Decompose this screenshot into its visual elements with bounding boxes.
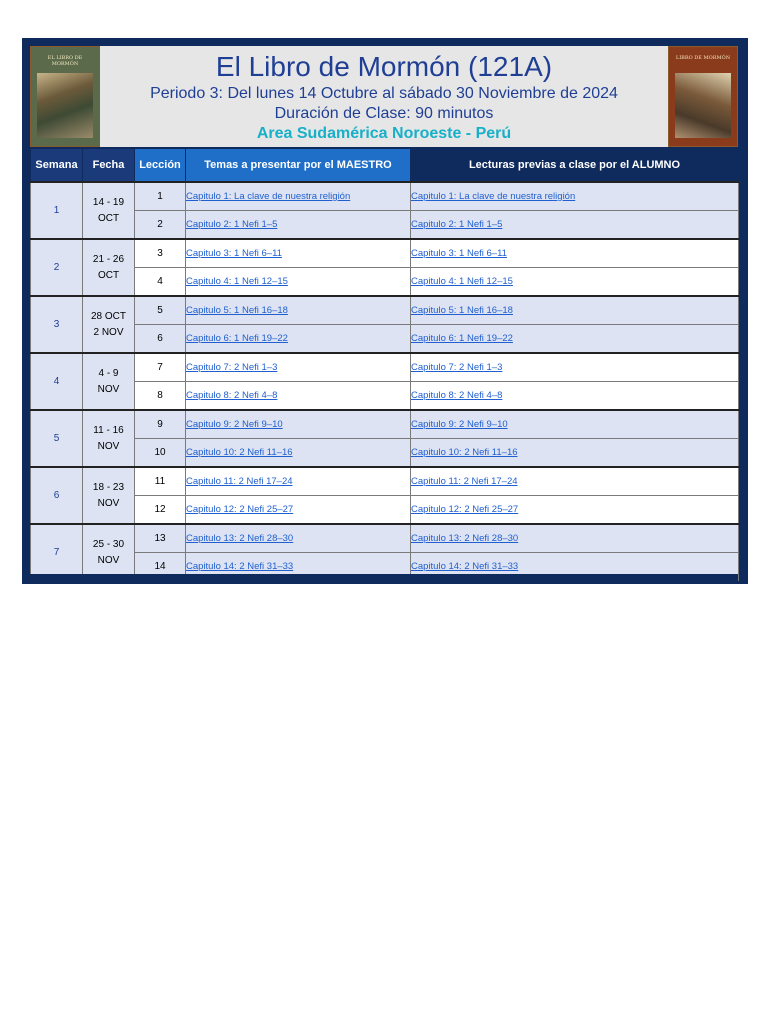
table-row: [31, 496, 739, 525]
week-dates: [83, 296, 135, 353]
student-reading-cell: [411, 182, 739, 211]
lesson-number: 14: [135, 553, 186, 581]
teacher-topic-link[interactable]: Capitulo 2: 1 Nefi 1–5: [186, 219, 278, 230]
week-dates-month: OCT: [97, 212, 120, 224]
week-number: 3: [31, 296, 83, 353]
week-dates-range: 25 - 30: [92, 538, 125, 550]
teacher-topic-link[interactable]: Capitulo 14: 2 Nefi 31–33: [186, 561, 294, 572]
week-dates-range: 21 - 26: [92, 253, 125, 265]
week-number: 1: [31, 182, 83, 239]
teacher-topic-link[interactable]: Capitulo 6: 1 Nefi 19–22: [186, 333, 288, 344]
teacher-topic-cell: [186, 410, 411, 439]
book-cover-right: [668, 46, 738, 147]
week-number: 2: [31, 239, 83, 296]
teacher-topic-cell: [186, 496, 411, 525]
week-dates: [83, 239, 135, 296]
col-header-fecha: Fecha: [83, 149, 135, 183]
page-title: El Libro de Mormón (121A): [215, 51, 553, 82]
lesson-number: 6: [135, 325, 186, 354]
table-row: [31, 382, 739, 411]
cover-left-title: EL LIBRO DE MORMÓN: [47, 55, 83, 67]
week-dates-range: 28 OCT: [90, 310, 126, 322]
table-row: [31, 182, 739, 211]
teacher-topic-link[interactable]: Capitulo 11: 2 Nefi 17–24: [186, 476, 293, 487]
teacher-topic-cell: [186, 467, 411, 496]
teacher-topic-link[interactable]: Capitulo 1: La clave de nuestra religión: [186, 191, 351, 202]
header-banner: [30, 46, 738, 147]
lesson-number: 1: [135, 182, 186, 211]
teacher-topic-cell: [186, 268, 411, 297]
col-header-semana: Semana: [31, 149, 83, 183]
week-dates-range: 14 - 19: [92, 196, 125, 208]
teacher-topic-cell: [186, 211, 411, 240]
cover-left-illustration: [37, 73, 93, 138]
table-row: [31, 211, 739, 240]
student-reading-link[interactable]: Capitulo 2: 1 Nefi 1–5: [411, 219, 503, 230]
teacher-topic-link[interactable]: Capitulo 5: 1 Nefi 16–18: [186, 305, 288, 316]
col-header-leccion: Lección: [135, 149, 186, 183]
teacher-topic-cell: [186, 239, 411, 268]
table-row: [31, 439, 739, 468]
teacher-topic-link[interactable]: Capitulo 12: 2 Nefi 25–27: [186, 504, 294, 515]
period-text: Periodo 3: Del lunes 14 Octubre al sábado 30 Noviembre de 2024: [150, 85, 618, 102]
week-dates-range: 18 - 23: [92, 481, 125, 493]
teacher-topic-link[interactable]: Capitulo 7: 2 Nefi 1–3: [186, 362, 278, 373]
week-dates-month: NOV: [97, 554, 120, 566]
student-reading-link[interactable]: Capitulo 11: 2 Nefi 17–24: [411, 476, 518, 487]
table-row: [31, 353, 739, 382]
student-reading-cell: [411, 467, 739, 496]
week-dates-range: 4 - 9: [98, 367, 119, 379]
table-row: [31, 524, 739, 553]
teacher-topic-cell: [186, 439, 411, 468]
table-row: [31, 410, 739, 439]
week-number: 6: [31, 467, 83, 524]
cover-right-illustration: [675, 73, 731, 138]
teacher-topic-cell: [186, 353, 411, 382]
student-reading-link[interactable]: Capitulo 9: 2 Nefi 9–10: [411, 419, 508, 430]
student-reading-cell: [411, 325, 739, 354]
student-reading-cell: [411, 353, 739, 382]
student-reading-link[interactable]: Capitulo 13: 2 Nefi 28–30: [411, 533, 519, 544]
week-dates: [83, 353, 135, 410]
teacher-topic-link[interactable]: Capitulo 3: 1 Nefi 6–11: [186, 248, 282, 259]
week-dates: [83, 182, 135, 239]
table-row: [31, 325, 739, 354]
lesson-number: 8: [135, 382, 186, 411]
week-dates-month: NOV: [97, 440, 120, 452]
table-row: [31, 296, 739, 325]
duration-text: Duración de Clase: 90 minutos: [274, 105, 494, 122]
lesson-number: 5: [135, 296, 186, 325]
student-reading-cell: [411, 439, 739, 468]
table-row: [31, 467, 739, 496]
week-dates-month: NOV: [97, 383, 120, 395]
table-row: [31, 268, 739, 297]
week-dates-range: 11 - 16: [93, 424, 124, 436]
table-header-row: [31, 149, 739, 183]
student-reading-cell: [411, 211, 739, 240]
lesson-number: 2: [135, 211, 186, 240]
teacher-topic-link[interactable]: Capitulo 4: 1 Nefi 12–15: [186, 276, 288, 287]
student-reading-link[interactable]: Capitulo 7: 2 Nefi 1–3: [411, 362, 503, 373]
teacher-topic-cell: [186, 382, 411, 411]
lesson-number: 3: [135, 239, 186, 268]
student-reading-link[interactable]: Capitulo 1: La clave de nuestra religión: [411, 191, 576, 202]
week-dates-month: OCT: [97, 269, 120, 281]
student-reading-cell: [411, 268, 739, 297]
teacher-topic-link[interactable]: Capitulo 9: 2 Nefi 9–10: [186, 419, 283, 430]
student-reading-cell: [411, 496, 739, 525]
week-dates: [83, 467, 135, 524]
student-reading-link[interactable]: Capitulo 5: 1 Nefi 16–18: [411, 305, 513, 316]
teacher-topic-cell: [186, 524, 411, 553]
student-reading-link[interactable]: Capitulo 8: 2 Nefi 4–8: [411, 390, 503, 401]
student-reading-cell: [411, 524, 739, 553]
teacher-topic-link[interactable]: Capitulo 8: 2 Nefi 4–8: [186, 390, 278, 401]
week-number: 4: [31, 353, 83, 410]
student-reading-link[interactable]: Capitulo 14: 2 Nefi 31–33: [411, 561, 519, 572]
lesson-number: 9: [135, 410, 186, 439]
lesson-number: 7: [135, 353, 186, 382]
lesson-number: 13: [135, 524, 186, 553]
area-text: Area Sudamérica Noroeste - Perú: [256, 125, 512, 142]
teacher-topic-cell: [186, 325, 411, 354]
schedule-table: [30, 148, 739, 581]
student-reading-cell: [411, 239, 739, 268]
student-reading-cell: [411, 382, 739, 411]
lesson-number: 4: [135, 268, 186, 297]
teacher-topic-cell: [186, 296, 411, 325]
week-number: 7: [31, 524, 83, 581]
week-dates-month: 2 NOV: [93, 326, 124, 338]
teacher-topic-link[interactable]: Capitulo 10: 2 Nefi 11–16: [186, 447, 293, 458]
student-reading-link[interactable]: Capitulo 4: 1 Nefi 12–15: [411, 276, 513, 287]
teacher-topic-link[interactable]: Capitulo 13: 2 Nefi 28–30: [186, 533, 294, 544]
student-reading-cell: [411, 296, 739, 325]
student-reading-link[interactable]: Capitulo 3: 1 Nefi 6–11: [411, 248, 507, 259]
lesson-number: 10: [135, 439, 186, 468]
teacher-topic-cell: [186, 182, 411, 211]
schedule-sheet: [22, 38, 748, 584]
week-dates: [83, 410, 135, 467]
col-header-alumno: Lecturas previas a clase por el ALUMNO: [411, 149, 739, 183]
student-reading-cell: [411, 410, 739, 439]
student-reading-link[interactable]: Capitulo 12: 2 Nefi 25–27: [411, 504, 519, 515]
header-titles: [106, 46, 662, 143]
lesson-number: 11: [135, 467, 186, 496]
schedule-body: [31, 182, 739, 581]
cover-right-title: LIBRO DE MORMÓN: [675, 55, 731, 61]
student-reading-link[interactable]: Capitulo 6: 1 Nefi 19–22: [411, 333, 513, 344]
week-dates: [83, 524, 135, 581]
week-number: 5: [31, 410, 83, 467]
lesson-number: 12: [135, 496, 186, 525]
col-header-maestro: Temas a presentar por el MAESTRO: [186, 149, 411, 183]
table-footer-strip: [30, 574, 738, 582]
book-cover-left: [30, 46, 100, 147]
student-reading-link[interactable]: Capitulo 10: 2 Nefi 11–16: [411, 447, 518, 458]
week-dates-month: NOV: [97, 497, 120, 509]
table-row: [31, 239, 739, 268]
